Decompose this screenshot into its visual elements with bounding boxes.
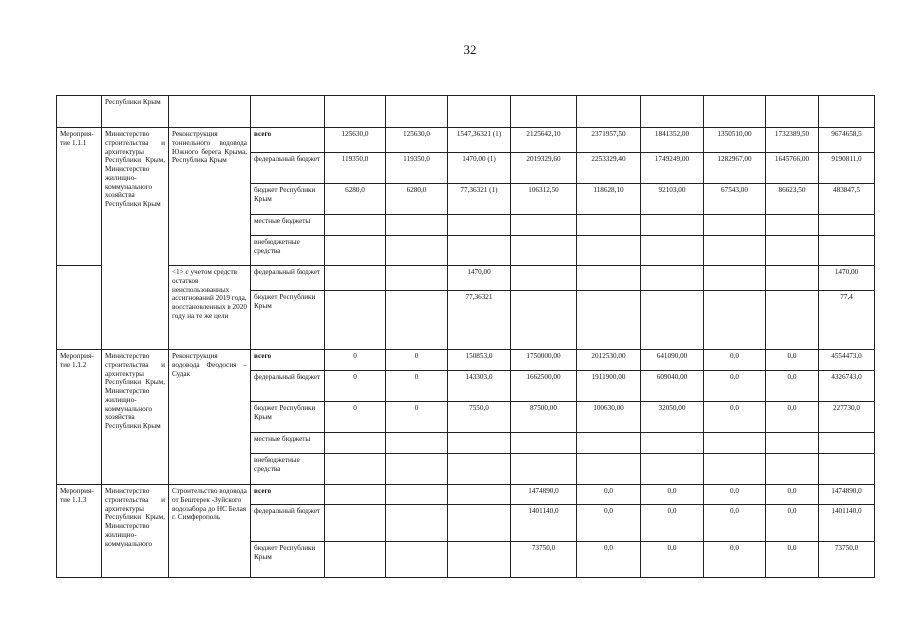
budget-table [56,95,875,578]
value-cell: 2253329,40 [577,153,641,184]
source-cell: всего [251,485,325,505]
value-cell: 0,0 [577,485,641,505]
value-cell: 0 [325,371,386,402]
value-cell: 1911900,00 [577,371,641,402]
value-cell: 92103,00 [641,184,704,215]
event-cell: Мероприя-тие 1.1.1 [57,128,102,266]
note-cell: <1> с учетом средств остатков неиспользованных ассигнований 2019 года, восстановленных в 2020 году на те же цели [169,266,251,350]
value-cell: 609040,00 [641,371,704,402]
source-cell: местные бюджеты [251,433,325,454]
value-cell: 6280,0 [325,184,386,215]
page-number: 32 [463,42,477,57]
value-cell: 227730,0 [819,402,875,433]
value-cell [448,485,511,505]
value-cell: 1841352,00 [641,128,704,153]
table-row [57,350,875,371]
value-cell: 0 [386,350,448,371]
value-cell: 125630,0 [386,128,448,153]
executor-cell: Министерство строительства и архитектуры Республики Крым, Министерство жилищно-коммунального хозяйства Республики Крым [102,128,169,350]
value-cell: 150853,0 [448,350,511,371]
value-cell [386,291,448,350]
value-cell [386,542,448,578]
value-cell: 1350510,00 [704,128,766,153]
value-cell: 1470,00 [819,266,875,291]
value-cell [511,266,577,291]
object-cell: Строительство водовода от Бештерек -Зуйского водозабора до НС Белая г. Симферополь [169,485,251,578]
value-cell [766,291,819,350]
value-cell: 0,0 [704,350,766,371]
value-cell: 0,0 [577,505,641,542]
source-cell: федеральный бюджет [251,153,325,184]
value-cell [325,266,386,291]
value-cell: 4554473,0 [819,350,875,371]
table-body [57,96,875,578]
value-cell [704,266,766,291]
source-cell: бюджет Республики Крым [251,184,325,215]
value-cell: 1401140,0 [511,505,577,542]
value-cell [641,291,704,350]
value-cell [325,505,386,542]
value-cell: 7550,0 [448,402,511,433]
value-cell: 1401140,0 [819,505,875,542]
value-cell: 143303,0 [448,371,511,402]
value-cell: 2012530,00 [577,350,641,371]
value-cell: 1750000,00 [511,350,577,371]
value-cell: 0 [386,402,448,433]
value-cell: 0 [325,402,386,433]
value-cell [325,291,386,350]
value-cell: 0,0 [704,505,766,542]
source-cell: внебюджетные средства [251,454,325,485]
value-cell: 641090,00 [641,350,704,371]
source-cell: всего [251,350,325,371]
executor-cell: Республики Крым [102,96,169,128]
value-cell: 125630,0 [325,128,386,153]
value-cell: 0,0 [766,350,819,371]
event-cell: Мероприя-тие 1.1.2 [57,350,102,485]
source-cell: внебюджетные средства [251,236,325,266]
value-cell: 0,0 [641,505,704,542]
value-cell [448,505,511,542]
value-cell: 0 [386,371,448,402]
table-row [57,128,875,153]
value-cell [448,542,511,578]
value-cell: 32050,00 [641,402,704,433]
value-cell: 119350,0 [325,153,386,184]
value-cell: 0,0 [766,542,819,578]
value-cell: 1474890,0 [511,485,577,505]
source-cell: бюджет Республики Крым [251,542,325,578]
event-cell [57,96,102,128]
table-row [57,266,875,291]
value-cell: 77,36321 (1) [448,184,511,215]
value-cell: 119350,0 [386,153,448,184]
value-cell: 0,0 [766,371,819,402]
value-cell: 9190811,0 [819,153,875,184]
value-cell: 0 [325,350,386,371]
value-cell: 87500,00 [511,402,577,433]
source-cell: федеральный бюджет [251,505,325,542]
value-cell: 1662500,00 [511,371,577,402]
value-cell [386,505,448,542]
table-row [57,96,875,128]
value-cell: 0,0 [766,505,819,542]
executor-cell: Министерство строительства и архитектуры Республики Крым, Министерство жилищно-коммунального [102,485,169,578]
value-cell: 0,0 [577,542,641,578]
value-cell: 0,0 [641,542,704,578]
source-cell: федеральный бюджет [251,266,325,291]
value-cell: 0,0 [766,402,819,433]
source-cell: всего [251,128,325,153]
value-cell: 0,0 [704,485,766,505]
executor-cell: Министерство строительства и архитектуры Республики Крым, Министерство жилищно-коммунального хозяйства Республики Крым [102,350,169,485]
table-row [57,485,875,505]
source-cell: местные бюджеты [251,215,325,236]
value-cell: 1547,36321 (1) [448,128,511,153]
event-cell: Мероприя-тие 1.1.3 [57,485,102,578]
value-cell [325,542,386,578]
value-cell: 100630,00 [577,402,641,433]
object-cell: Реконструкция тоннельного водовода Южного берега Крыма, Республика Крым [169,128,251,266]
value-cell: 1470,00 [448,266,511,291]
value-cell: 4326743,0 [819,371,875,402]
value-cell: 67543,00 [704,184,766,215]
source-cell: бюджет Республики Крым [251,402,325,433]
value-cell [386,266,448,291]
value-cell: 1732389,50 [766,128,819,153]
value-cell: 77,36321 [448,291,511,350]
value-cell: 73750,0 [511,542,577,578]
value-cell: 9674658,5 [819,128,875,153]
object-cell: Реконструкция водовода Феодосия – Судак [169,350,251,485]
value-cell [386,485,448,505]
value-cell: 0,0 [704,371,766,402]
value-cell: 483847,5 [819,184,875,215]
value-cell: 73750,0 [819,542,875,578]
value-cell: 1749249,00 [641,153,704,184]
value-cell: 86623,50 [766,184,819,215]
value-cell [641,266,704,291]
value-cell: 0,0 [766,485,819,505]
value-cell [325,485,386,505]
value-cell: 6280,0 [386,184,448,215]
value-cell: 1474890,0 [819,485,875,505]
value-cell: 0,0 [704,542,766,578]
source-cell: бюджет Республики Крым [251,291,325,350]
value-cell: 2019329,60 [511,153,577,184]
source-cell: федеральный бюджет [251,371,325,402]
value-cell: 2125642,10 [511,128,577,153]
value-cell: 2371957,50 [577,128,641,153]
event-cell [57,266,102,350]
value-cell: 1282967,00 [704,153,766,184]
value-cell: 106312,50 [511,184,577,215]
value-cell [704,291,766,350]
value-cell [766,266,819,291]
value-cell [511,291,577,350]
value-cell: 1470,00 (1) [448,153,511,184]
value-cell: 0,0 [704,402,766,433]
value-cell: 1645766,00 [766,153,819,184]
value-cell: 118628,10 [577,184,641,215]
value-cell [577,266,641,291]
value-cell: 77,4 [819,291,875,350]
value-cell [577,291,641,350]
value-cell: 0,0 [641,485,704,505]
